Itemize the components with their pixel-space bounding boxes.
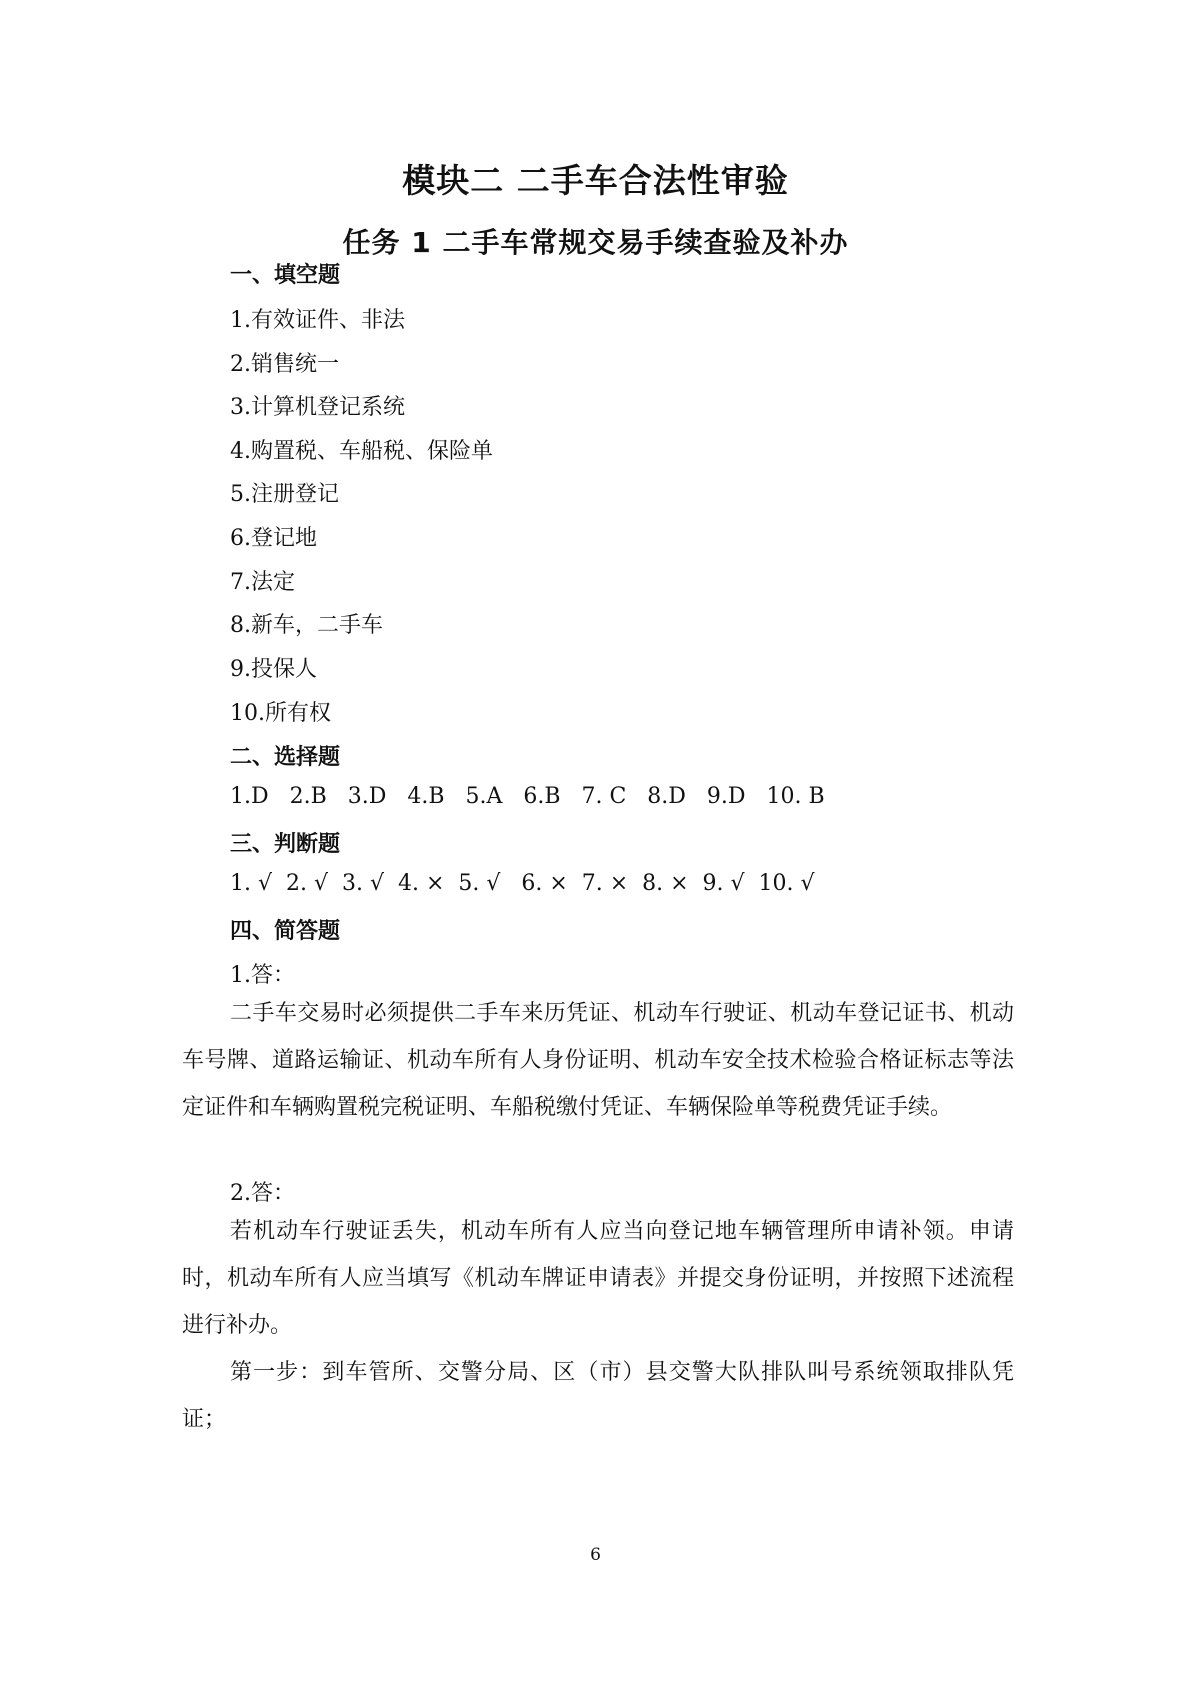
module-title: 模块二 二手车合法性审验 — [402, 161, 789, 200]
list-item: 8.新车，二手车 — [230, 613, 383, 638]
list-item: 9.投保人 — [230, 657, 317, 682]
answer-paragraph-2: 若机动车行驶证丢失，机动车所有人应当向登记地车辆管理所申请补领。申请时，机动车所有人应当填写《机动车牌证申请表》并提交身份证明，并按照下述流程进行补办。 — [182, 1219, 1014, 1338]
answer-paragraph-1: 二手车交易时必须提供二手车来历凭证、机动车行驶证、机动车登记证书、机动车号牌、道路运输证、机动车所有人身份证明、机动车安全技术检验合格证标志等法定证件和车辆购置税完税证明、车船税缴付凭证、车辆保险单等税费凭证手续。 — [182, 1001, 1014, 1120]
section-heading-short-answer: 四、简答题 — [230, 919, 341, 944]
section-heading-true-false: 三、判断题 — [230, 832, 341, 857]
list-item: 1.有效证件、非法 — [230, 308, 405, 333]
list-item: 7.法定 — [230, 570, 295, 595]
list-item: 5.注册登记 — [230, 482, 339, 507]
list-item: 2.销售统一 — [230, 352, 339, 377]
answer-label-1: 1.答： — [230, 963, 295, 988]
true-false-answers: 1. √ 2. √ 3. √ 4. × 5. √ 6. × 7. × 8. × 9. √ 10. √ — [230, 871, 815, 896]
list-item: 4.购置税、车船税、保险单 — [230, 439, 493, 464]
choice-answers: 1.D 2.B 3.D 4.B 5.A 6.B 7. C 8.D 9.D 10. B — [230, 784, 825, 809]
page-number: 6 — [590, 1545, 601, 1565]
list-item: 10.所有权 — [230, 701, 331, 726]
answer-step-1: 第一步：到车管所、交警分局、区（市）县交警大队排队叫号系统领取排队凭证； — [182, 1360, 1014, 1432]
list-item: 6.登记地 — [230, 526, 317, 551]
section-heading-choice: 二、选择题 — [230, 745, 341, 770]
section-heading-fill-blank: 一、填空题 — [230, 263, 341, 288]
task-title: 任务 1 二手车常规交易手续查验及补办 — [342, 226, 849, 259]
list-item: 3.计算机登记系统 — [230, 395, 405, 420]
answer-label-2: 2.答： — [230, 1181, 295, 1206]
